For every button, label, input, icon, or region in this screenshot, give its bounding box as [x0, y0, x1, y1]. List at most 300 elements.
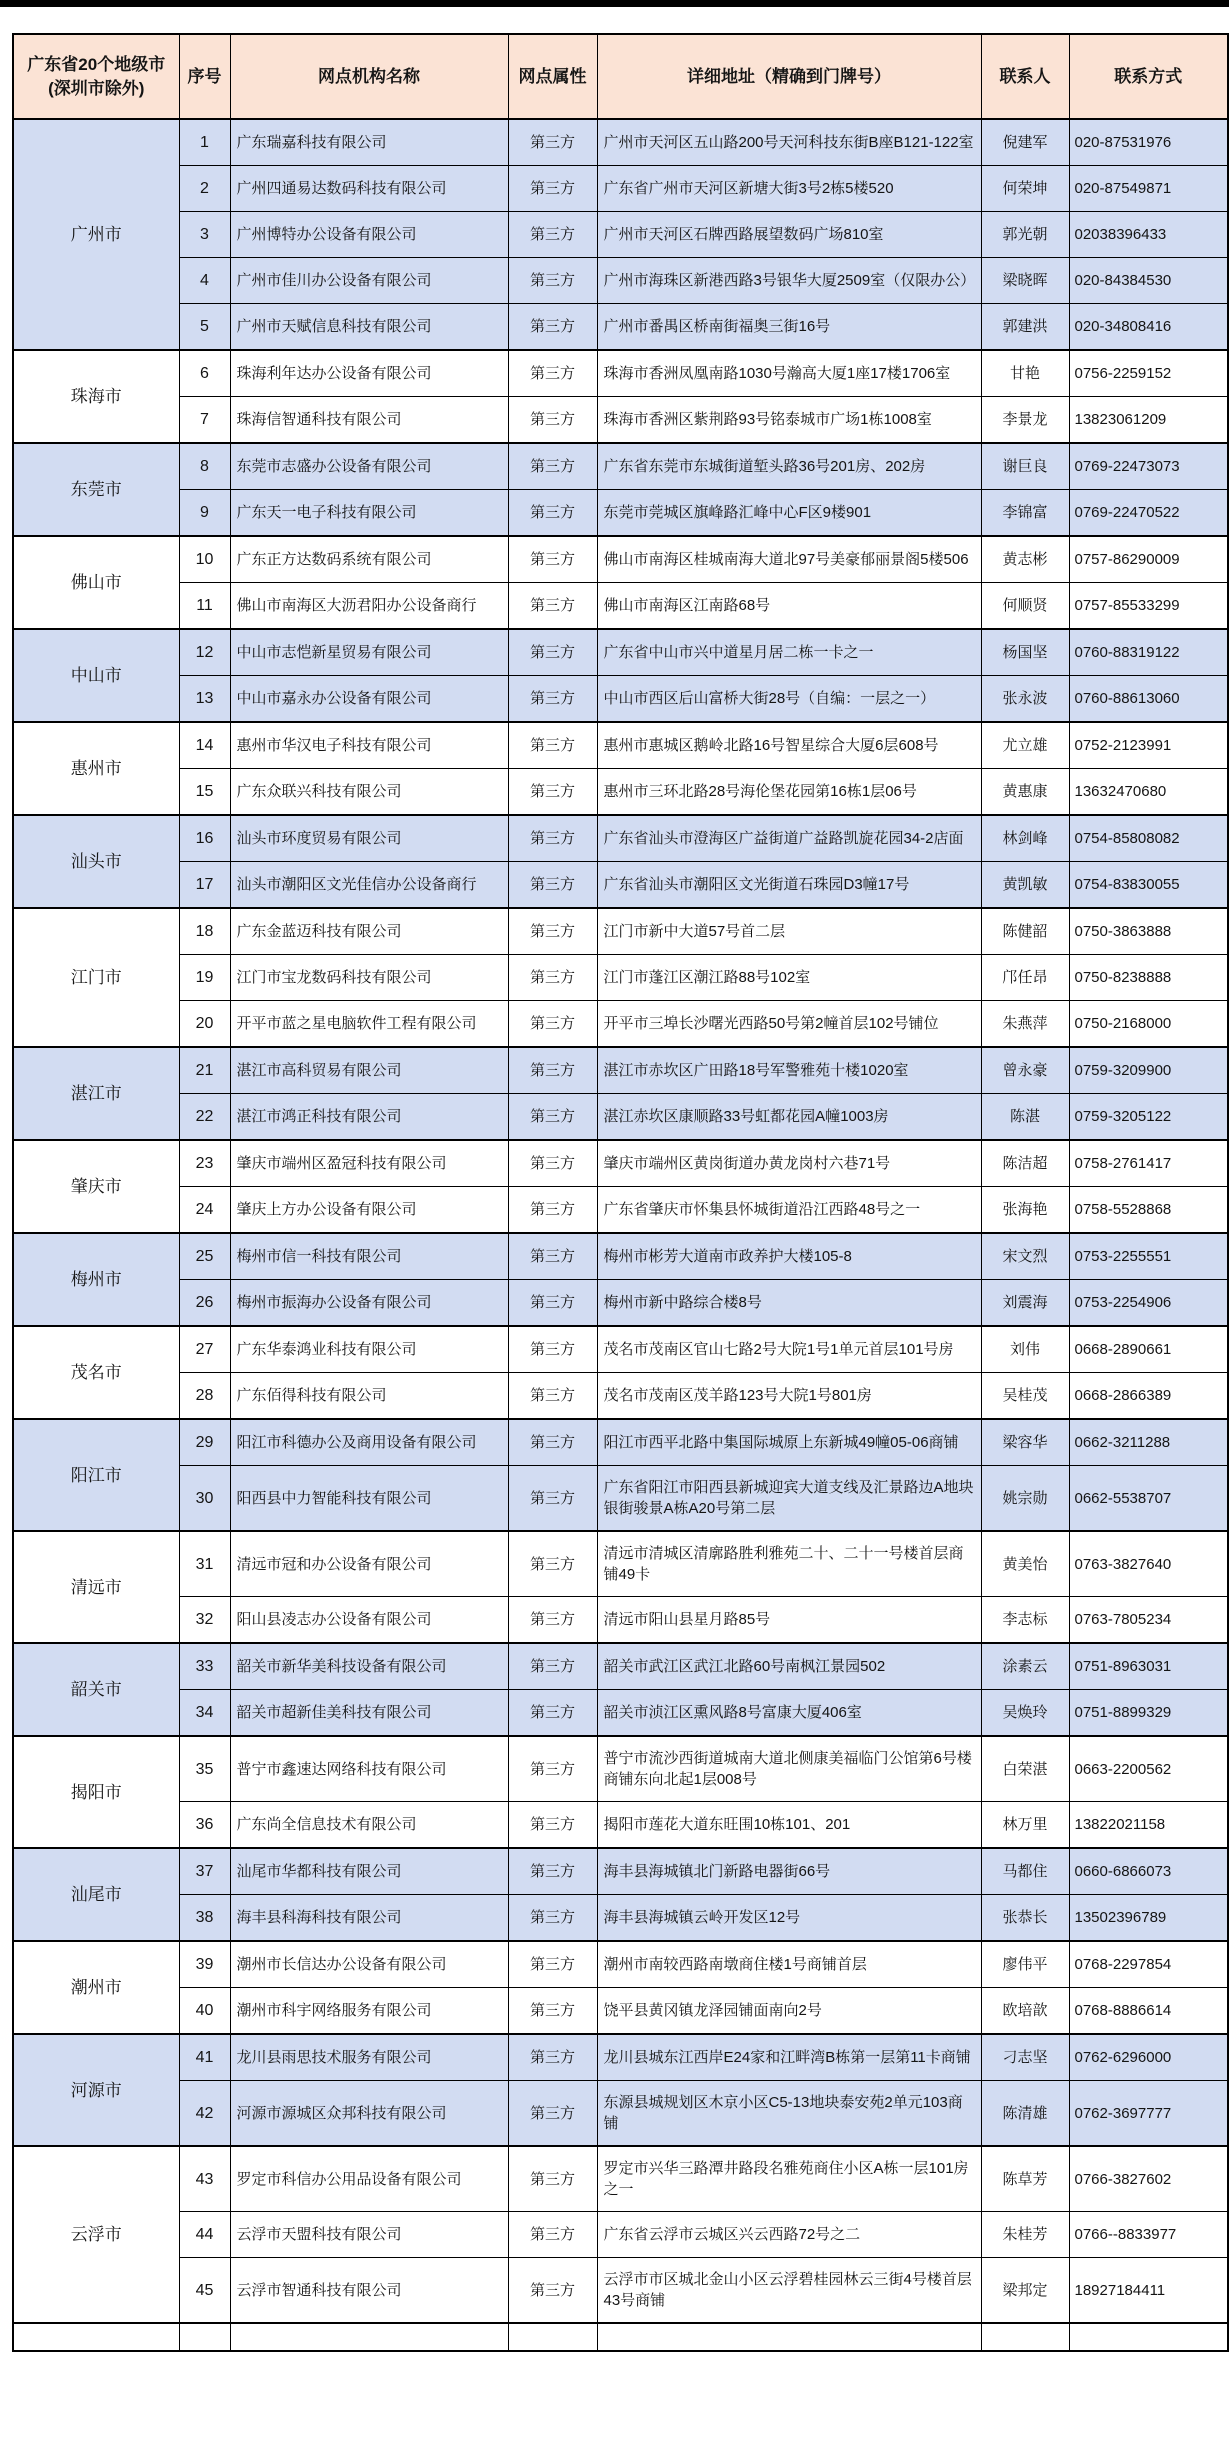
cell-phone: 0750-2168000 [1069, 1001, 1228, 1048]
cell-serial: 35 [179, 1736, 230, 1802]
cell-serial: 32 [179, 1597, 230, 1644]
cell-address: 潮州市南较西路南墩商住楼1号商铺首层 [597, 1941, 981, 1988]
cell-address: 梅州市彬芳大道南市政养护大楼105-8 [597, 1233, 981, 1280]
cell-org-name: 珠海利年达办公设备有限公司 [230, 350, 508, 397]
cell-serial: 34 [179, 1690, 230, 1737]
cell-phone: 13502396789 [1069, 1895, 1228, 1942]
cell-address: 海丰县海城镇北门新路电器街66号 [597, 1848, 981, 1895]
cell-org-name: 云浮市智通科技有限公司 [230, 2258, 508, 2324]
cell-attribute: 第三方 [508, 1690, 597, 1737]
cell-org-name: 云浮市天盟科技有限公司 [230, 2212, 508, 2258]
table-row [13, 1941, 1228, 1988]
cell-serial: 36 [179, 1802, 230, 1849]
cell-attribute: 第三方 [508, 304, 597, 351]
cell-phone: 0763-7805234 [1069, 1597, 1228, 1644]
cell-attribute: 第三方 [508, 119, 597, 166]
cell-phone: 0758-5528868 [1069, 1187, 1228, 1234]
cell-attribute: 第三方 [508, 1187, 597, 1234]
table-row [13, 722, 1228, 769]
cell-address: 广州市海珠区新港西路3号银华大厦2509室（仅限办公） [597, 258, 981, 304]
cell-serial: 19 [179, 955, 230, 1001]
city-cell: 清远市 [13, 1531, 179, 1643]
cell-address: 广东省中山市兴中道星月居二栋一卡之一 [597, 629, 981, 676]
cell-contact: 倪建军 [981, 119, 1069, 166]
cell-serial: 6 [179, 350, 230, 397]
cell-org-name: 湛江市高科贸易有限公司 [230, 1047, 508, 1094]
cell-attribute: 第三方 [508, 2258, 597, 2324]
cell-phone: 0760-88613060 [1069, 676, 1228, 723]
table-row [13, 955, 1228, 1001]
table-row [13, 629, 1228, 676]
cell-phone: 0754-83830055 [1069, 862, 1228, 909]
cell-address: 清远市阳山县星月路85号 [597, 1597, 981, 1644]
cell-phone: 0756-2259152 [1069, 350, 1228, 397]
cell-address: 茂名市茂南区茂羊路123号大院1号801房 [597, 1373, 981, 1420]
cell-contact: 张永波 [981, 676, 1069, 723]
cell-address: 佛山市南海区江南路68号 [597, 583, 981, 630]
cell-contact: 朱燕萍 [981, 1001, 1069, 1048]
cell-attribute: 第三方 [508, 815, 597, 862]
table-row [13, 304, 1228, 351]
cell-contact: 梁晓晖 [981, 258, 1069, 304]
cell-serial: 33 [179, 1643, 230, 1690]
cell-serial: 11 [179, 583, 230, 630]
cell-contact: 李锦富 [981, 490, 1069, 537]
city-cell: 韶关市 [13, 1643, 179, 1736]
cell-phone: 0662-3211288 [1069, 1419, 1228, 1466]
col-header-phone: 联系方式 [1069, 34, 1228, 119]
table-row [13, 119, 1228, 166]
cell-serial: 17 [179, 862, 230, 909]
top-thick-border [0, 0, 1229, 7]
cell-attribute: 第三方 [508, 1094, 597, 1141]
cell-phone: 0766--8833977 [1069, 2212, 1228, 2258]
cell-attribute: 第三方 [508, 1140, 597, 1187]
cell-attribute: 第三方 [508, 1848, 597, 1895]
cell-org-name: 阳山县凌志办公设备有限公司 [230, 1597, 508, 1644]
table-row [13, 1233, 1228, 1280]
table-row [13, 862, 1228, 909]
cell-org-name: 中山市志恺新星贸易有限公司 [230, 629, 508, 676]
cell-phone: 0751-8899329 [1069, 1690, 1228, 1737]
cell-address: 罗定市兴华三路潭井路段名雅苑商住小区A栋一层101房之一 [597, 2146, 981, 2212]
cell-contact: 刘震海 [981, 1280, 1069, 1327]
city-cell: 江门市 [13, 908, 179, 1047]
cell-org-name: 惠州市华汉电子科技有限公司 [230, 722, 508, 769]
table-container [0, 7, 1229, 2352]
cell-address: 东源县城规划区木京小区C5-13地块泰安苑2单元103商铺 [597, 2081, 981, 2147]
cell-address: 云浮市市区城北金山小区云浮碧桂园林云三街4号楼首层43号商铺 [597, 2258, 981, 2324]
cell-attribute: 第三方 [508, 258, 597, 304]
city-header-line2: (深圳市除外) [48, 78, 145, 98]
cell-serial: 4 [179, 258, 230, 304]
empty-cell [13, 2323, 179, 2351]
cell-address: 揭阳市莲花大道东旺围10栋101、201 [597, 1802, 981, 1849]
cell-address: 江门市新中大道57号首二层 [597, 908, 981, 955]
cell-phone: 13823061209 [1069, 397, 1228, 444]
cell-serial: 23 [179, 1140, 230, 1187]
cell-attribute: 第三方 [508, 536, 597, 583]
cell-serial: 39 [179, 1941, 230, 1988]
cell-serial: 26 [179, 1280, 230, 1327]
city-cell: 云浮市 [13, 2146, 179, 2323]
cell-address: 广东省云浮市云城区兴云西路72号之二 [597, 2212, 981, 2258]
cell-serial: 16 [179, 815, 230, 862]
cell-contact: 陈健韶 [981, 908, 1069, 955]
cell-phone: 0760-88319122 [1069, 629, 1228, 676]
cell-serial: 8 [179, 443, 230, 490]
cell-attribute: 第三方 [508, 722, 597, 769]
cell-serial: 5 [179, 304, 230, 351]
cell-org-name: 广州市天赋信息科技有限公司 [230, 304, 508, 351]
table-row [13, 1094, 1228, 1141]
table-row [13, 1280, 1228, 1327]
col-header-attr: 网点属性 [508, 34, 597, 119]
cell-address: 广东省东莞市东城街道堑头路36号201房、202房 [597, 443, 981, 490]
table-row [13, 815, 1228, 862]
cell-serial: 21 [179, 1047, 230, 1094]
cell-org-name: 珠海信智通科技有限公司 [230, 397, 508, 444]
cell-org-name: 广东尚全信息技术有限公司 [230, 1802, 508, 1849]
cell-attribute: 第三方 [508, 1001, 597, 1048]
cell-phone: 0757-85533299 [1069, 583, 1228, 630]
cell-contact: 何荣坤 [981, 166, 1069, 212]
city-cell: 中山市 [13, 629, 179, 722]
cell-address: 肇庆市端州区黄岗街道办黄龙岗村六巷71号 [597, 1140, 981, 1187]
table-row [13, 1187, 1228, 1234]
cell-contact: 陈清雄 [981, 2081, 1069, 2147]
cell-contact: 黄凯敏 [981, 862, 1069, 909]
cell-contact: 杨国坚 [981, 629, 1069, 676]
cell-serial: 28 [179, 1373, 230, 1420]
empty-cell [179, 2323, 230, 2351]
cell-serial: 44 [179, 2212, 230, 2258]
cell-attribute: 第三方 [508, 1233, 597, 1280]
table-row [13, 443, 1228, 490]
cell-attribute: 第三方 [508, 1895, 597, 1942]
table-row [13, 166, 1228, 212]
cell-contact: 郭建洪 [981, 304, 1069, 351]
cell-attribute: 第三方 [508, 1988, 597, 2035]
cell-org-name: 肇庆上方办公设备有限公司 [230, 1187, 508, 1234]
cell-org-name: 阳江市科德办公及商用设备有限公司 [230, 1419, 508, 1466]
cell-phone: 13822021158 [1069, 1802, 1228, 1849]
cell-serial: 40 [179, 1988, 230, 2035]
cell-attribute: 第三方 [508, 490, 597, 537]
table-row [13, 536, 1228, 583]
cell-address: 湛江赤坎区康顺路33号虹都花园A幢1003房 [597, 1094, 981, 1141]
city-cell: 潮州市 [13, 1941, 179, 2034]
cell-address: 东莞市莞城区旗峰路汇峰中心F区9楼901 [597, 490, 981, 537]
cell-address: 广东省阳江市阳西县新城迎宾大道支线及汇景路边A地块银街骏景A栋A20号第二层 [597, 1466, 981, 1532]
service-network-table [12, 33, 1229, 2352]
table-row [13, 2146, 1228, 2212]
cell-org-name: 韶关市新华美科技设备有限公司 [230, 1643, 508, 1690]
cell-org-name: 潮州市科宇网络服务有限公司 [230, 1988, 508, 2035]
cell-address: 饶平县黄冈镇龙泽园铺面南向2号 [597, 1988, 981, 2035]
col-header-org-name: 网点机构名称 [230, 34, 508, 119]
city-header-line1: 广东省20个地级市 [27, 54, 166, 74]
table-row [13, 1643, 1228, 1690]
cell-address: 韶关市浈江区熏风路8号富康大厦406室 [597, 1690, 981, 1737]
table-row [13, 1047, 1228, 1094]
cell-phone: 0750-8238888 [1069, 955, 1228, 1001]
empty-row [13, 2323, 1228, 2351]
cell-contact: 欧培歆 [981, 1988, 1069, 2035]
cell-address: 珠海市香洲凤凰南路1030号瀚高大厦1座17楼1706室 [597, 350, 981, 397]
city-cell: 佛山市 [13, 536, 179, 629]
cell-phone: 0668-2866389 [1069, 1373, 1228, 1420]
cell-phone: 020-84384530 [1069, 258, 1228, 304]
cell-phone: 0759-3205122 [1069, 1094, 1228, 1141]
cell-serial: 2 [179, 166, 230, 212]
cell-attribute: 第三方 [508, 1326, 597, 1373]
cell-org-name: 广东众联兴科技有限公司 [230, 769, 508, 816]
cell-attribute: 第三方 [508, 583, 597, 630]
cell-org-name: 肇庆市端州区盈冠科技有限公司 [230, 1140, 508, 1187]
cell-attribute: 第三方 [508, 769, 597, 816]
cell-serial: 29 [179, 1419, 230, 1466]
city-cell: 阳江市 [13, 1419, 179, 1531]
cell-serial: 27 [179, 1326, 230, 1373]
cell-phone: 0660-6866073 [1069, 1848, 1228, 1895]
cell-attribute: 第三方 [508, 1373, 597, 1420]
cell-contact: 甘艳 [981, 350, 1069, 397]
cell-address: 广东省汕头市潮阳区文光街道石珠园D3幢17号 [597, 862, 981, 909]
cell-org-name: 广东正方达数码系统有限公司 [230, 536, 508, 583]
table-row [13, 1988, 1228, 2035]
cell-serial: 7 [179, 397, 230, 444]
cell-org-name: 清远市冠和办公设备有限公司 [230, 1531, 508, 1597]
cell-address: 中山市西区后山富桥大街28号（自编：一层之一） [597, 676, 981, 723]
cell-serial: 24 [179, 1187, 230, 1234]
cell-phone: 0751-8963031 [1069, 1643, 1228, 1690]
cell-phone: 0763-3827640 [1069, 1531, 1228, 1597]
cell-address: 广州市天河区石牌西路展望数码广场810室 [597, 212, 981, 258]
cell-org-name: 阳西县中力智能科技有限公司 [230, 1466, 508, 1532]
cell-serial: 43 [179, 2146, 230, 2212]
cell-org-name: 河源市源城区众邦科技有限公司 [230, 2081, 508, 2147]
cell-serial: 3 [179, 212, 230, 258]
cell-contact: 涂素云 [981, 1643, 1069, 1690]
cell-address: 湛江市赤坎区广田路18号军警雅苑十楼1020室 [597, 1047, 981, 1094]
city-cell: 湛江市 [13, 1047, 179, 1140]
cell-contact: 黄志彬 [981, 536, 1069, 583]
cell-attribute: 第三方 [508, 629, 597, 676]
cell-serial: 41 [179, 2034, 230, 2081]
cell-phone: 0668-2890661 [1069, 1326, 1228, 1373]
table-row [13, 1736, 1228, 1802]
cell-phone: 18927184411 [1069, 2258, 1228, 2324]
cell-serial: 13 [179, 676, 230, 723]
cell-phone: 020-87549871 [1069, 166, 1228, 212]
cell-attribute: 第三方 [508, 2081, 597, 2147]
city-cell: 东莞市 [13, 443, 179, 536]
cell-contact: 刘伟 [981, 1326, 1069, 1373]
cell-attribute: 第三方 [508, 2212, 597, 2258]
city-cell: 汕头市 [13, 815, 179, 908]
cell-phone: 0762-3697777 [1069, 2081, 1228, 2147]
cell-org-name: 广东瑞嘉科技有限公司 [230, 119, 508, 166]
cell-serial: 12 [179, 629, 230, 676]
cell-phone: 0663-2200562 [1069, 1736, 1228, 1802]
cell-contact: 黄惠康 [981, 769, 1069, 816]
cell-phone: 0759-3209900 [1069, 1047, 1228, 1094]
cell-attribute: 第三方 [508, 1597, 597, 1644]
cell-contact: 马都住 [981, 1848, 1069, 1895]
cell-org-name: 潮州市长信达办公设备有限公司 [230, 1941, 508, 1988]
city-cell: 肇庆市 [13, 1140, 179, 1233]
cell-contact: 邝任昂 [981, 955, 1069, 1001]
cell-contact: 宋文烈 [981, 1233, 1069, 1280]
table-row [13, 258, 1228, 304]
empty-cell [508, 2323, 597, 2351]
cell-address: 广东省汕头市澄海区广益街道广益路凯旋花园34-2店面 [597, 815, 981, 862]
cell-address: 广州市天河区五山路200号天河科技东街B座B121-122室 [597, 119, 981, 166]
table-row [13, 2034, 1228, 2081]
cell-contact: 郭光朝 [981, 212, 1069, 258]
table-row [13, 2258, 1228, 2324]
cell-address: 龙川县城东江西岸E24家和江畔湾B栋第一层第11卡商铺 [597, 2034, 981, 2081]
col-header-address: 详细地址（精确到门牌号） [597, 34, 981, 119]
cell-serial: 15 [179, 769, 230, 816]
cell-org-name: 罗定市科信办公用品设备有限公司 [230, 2146, 508, 2212]
cell-phone: 0753-2254906 [1069, 1280, 1228, 1327]
cell-org-name: 汕尾市华都科技有限公司 [230, 1848, 508, 1895]
cell-contact: 李景龙 [981, 397, 1069, 444]
cell-serial: 31 [179, 1531, 230, 1597]
cell-phone: 0762-6296000 [1069, 2034, 1228, 2081]
table-row [13, 676, 1228, 723]
cell-contact: 廖伟平 [981, 1941, 1069, 1988]
cell-phone: 020-87531976 [1069, 119, 1228, 166]
cell-phone: 0766-3827602 [1069, 2146, 1228, 2212]
cell-serial: 42 [179, 2081, 230, 2147]
cell-contact: 李志标 [981, 1597, 1069, 1644]
cell-attribute: 第三方 [508, 955, 597, 1001]
cell-address: 惠州市惠城区鹅岭北路16号智星综合大厦6层608号 [597, 722, 981, 769]
cell-attribute: 第三方 [508, 166, 597, 212]
cell-org-name: 海丰县科海科技有限公司 [230, 1895, 508, 1942]
cell-attribute: 第三方 [508, 1531, 597, 1597]
cell-contact: 陈湛 [981, 1094, 1069, 1141]
table-row [13, 1597, 1228, 1644]
cell-serial: 37 [179, 1848, 230, 1895]
cell-address: 普宁市流沙西街道城南大道北侧康美福临门公馆第6号楼商铺东向北起1层008号 [597, 1736, 981, 1802]
table-row [13, 397, 1228, 444]
empty-cell [981, 2323, 1069, 2351]
cell-address: 广州市番禺区桥南街福奥三街16号 [597, 304, 981, 351]
cell-contact: 张海艳 [981, 1187, 1069, 1234]
cell-attribute: 第三方 [508, 908, 597, 955]
cell-org-name: 汕头市潮阳区文光佳信办公设备商行 [230, 862, 508, 909]
empty-cell [1069, 2323, 1228, 2351]
cell-phone: 0753-2255551 [1069, 1233, 1228, 1280]
cell-contact: 朱桂芳 [981, 2212, 1069, 2258]
cell-serial: 14 [179, 722, 230, 769]
city-cell: 河源市 [13, 2034, 179, 2146]
cell-attribute: 第三方 [508, 397, 597, 444]
cell-contact: 陈洁超 [981, 1140, 1069, 1187]
cell-serial: 25 [179, 1233, 230, 1280]
cell-address: 佛山市南海区桂城南海大道北97号美豪郁丽景阁5楼506 [597, 536, 981, 583]
cell-phone: 0754-85808082 [1069, 815, 1228, 862]
cell-address: 韶关市武江区武江北路60号南枫江景园502 [597, 1643, 981, 1690]
table-row [13, 769, 1228, 816]
table-row [13, 1531, 1228, 1597]
col-header-contact: 联系人 [981, 34, 1069, 119]
cell-serial: 10 [179, 536, 230, 583]
table-row [13, 1848, 1228, 1895]
cell-serial: 22 [179, 1094, 230, 1141]
cell-contact: 林万里 [981, 1802, 1069, 1849]
table-row [13, 1140, 1228, 1187]
cell-address: 江门市蓬江区潮江路88号102室 [597, 955, 981, 1001]
cell-attribute: 第三方 [508, 862, 597, 909]
cell-attribute: 第三方 [508, 1466, 597, 1532]
cell-org-name: 梅州市振海办公设备有限公司 [230, 1280, 508, 1327]
cell-address: 茂名市茂南区官山七路2号大院1号1单元首层101号房 [597, 1326, 981, 1373]
cell-address: 广东省广州市天河区新塘大街3号2栋5楼520 [597, 166, 981, 212]
cell-attribute: 第三方 [508, 1941, 597, 1988]
cell-contact: 刁志坚 [981, 2034, 1069, 2081]
cell-phone: 0768-8886614 [1069, 1988, 1228, 2035]
cell-org-name: 普宁市鑫速达网络科技有限公司 [230, 1736, 508, 1802]
cell-attribute: 第三方 [508, 1280, 597, 1327]
cell-contact: 张恭长 [981, 1895, 1069, 1942]
cell-org-name: 佛山市南海区大沥君阳办公设备商行 [230, 583, 508, 630]
table-row [13, 583, 1228, 630]
cell-attribute: 第三方 [508, 1736, 597, 1802]
cell-contact: 尤立雄 [981, 722, 1069, 769]
cell-org-name: 开平市蓝之星电脑软件工程有限公司 [230, 1001, 508, 1048]
cell-attribute: 第三方 [508, 1047, 597, 1094]
cell-address: 清远市清城区清廓路胜利雅苑二十、二十一号楼首层商铺49卡 [597, 1531, 981, 1597]
cell-org-name: 东莞市志盛办公设备有限公司 [230, 443, 508, 490]
cell-contact: 陈草芳 [981, 2146, 1069, 2212]
cell-attribute: 第三方 [508, 443, 597, 490]
city-cell: 广州市 [13, 119, 179, 350]
empty-cell [597, 2323, 981, 2351]
table-row [13, 908, 1228, 955]
col-header-serial: 序号 [179, 34, 230, 119]
table-row [13, 1326, 1228, 1373]
cell-serial: 45 [179, 2258, 230, 2324]
cell-serial: 18 [179, 908, 230, 955]
cell-address: 阳江市西平北路中集国际城原上东新城49幢05-06商铺 [597, 1419, 981, 1466]
cell-contact: 林剑峰 [981, 815, 1069, 862]
cell-org-name: 广东金蓝迈科技有限公司 [230, 908, 508, 955]
cell-serial: 9 [179, 490, 230, 537]
city-cell: 汕尾市 [13, 1848, 179, 1941]
cell-serial: 38 [179, 1895, 230, 1942]
table-row [13, 1466, 1228, 1532]
cell-org-name: 湛江市鸿正科技有限公司 [230, 1094, 508, 1141]
cell-contact: 何顺贤 [981, 583, 1069, 630]
city-cell: 揭阳市 [13, 1736, 179, 1848]
cell-address: 梅州市新中路综合楼8号 [597, 1280, 981, 1327]
cell-attribute: 第三方 [508, 1419, 597, 1466]
cell-phone: 02038396433 [1069, 212, 1228, 258]
cell-contact: 梁邦定 [981, 2258, 1069, 2324]
cell-serial: 20 [179, 1001, 230, 1048]
cell-org-name: 中山市嘉永办公设备有限公司 [230, 676, 508, 723]
col-header-city [13, 34, 179, 119]
cell-org-name: 广州博特办公设备有限公司 [230, 212, 508, 258]
cell-attribute: 第三方 [508, 2034, 597, 2081]
cell-phone: 0758-2761417 [1069, 1140, 1228, 1187]
cell-org-name: 广州市佳川办公设备有限公司 [230, 258, 508, 304]
